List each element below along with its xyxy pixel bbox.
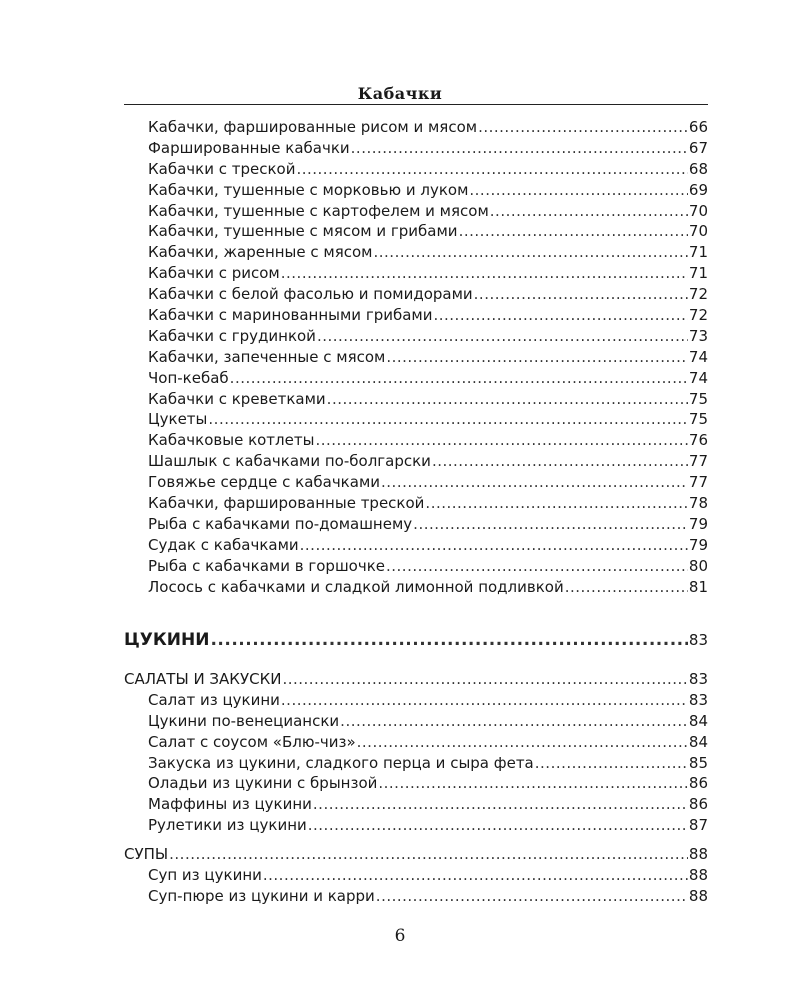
toc-entry-page: 71	[688, 243, 708, 262]
toc-entry-page: 68	[688, 159, 708, 178]
toc-soups-list	[124, 866, 708, 908]
toc-entry-page: 66	[688, 118, 708, 136]
toc-entry[interactable]	[124, 410, 708, 431]
toc-entry[interactable]	[124, 452, 708, 473]
toc-entry-page: 79	[688, 535, 708, 554]
toc-dot-leader	[474, 285, 688, 303]
toc-entry-title: Кабачки, запеченные с мясом	[148, 347, 386, 366]
toc-kabachki-list	[124, 118, 708, 598]
toc-entry-page: 77	[688, 473, 708, 492]
toc-dot-leader	[565, 578, 688, 596]
toc-entry[interactable]	[124, 733, 708, 754]
toc-entry[interactable]	[124, 327, 708, 348]
toc-entry-page: 79	[688, 514, 708, 533]
toc-entry-title: Кабачки с креветками	[148, 389, 326, 408]
toc-entry[interactable]	[124, 264, 708, 285]
toc-entry-page: 88	[688, 886, 708, 905]
toc-entry-title: Кабачки с белой фасолью и помидорами	[148, 285, 473, 304]
toc-entry-title: Лосось с кабачками и сладкой лимонной подливкой	[148, 577, 564, 596]
toc-dot-leader	[433, 306, 687, 324]
toc-entry-title: Кабачки, жаренные с мясом	[148, 243, 373, 262]
toc-entry-page: 81	[688, 577, 708, 596]
toc-entry-title: Цукини по-венециански	[148, 711, 340, 730]
toc-entry-title: Судак с кабачками	[148, 535, 299, 554]
toc-entry[interactable]	[124, 390, 708, 411]
toc-dot-leader	[300, 536, 688, 554]
toc-entry[interactable]	[124, 578, 708, 599]
toc-dot-leader	[490, 202, 688, 220]
toc-section-title: СУПЫ	[124, 845, 169, 863]
toc-dot-leader	[308, 816, 688, 834]
toc-entry-title: Салат из цукини	[148, 690, 280, 709]
toc-entry[interactable]	[124, 243, 708, 264]
toc-chapter-block	[124, 630, 708, 654]
toc-entry-page: 78	[688, 494, 708, 513]
toc-dot-leader	[340, 712, 688, 730]
toc-entry[interactable]	[124, 369, 708, 390]
running-header: Кабачки	[357, 84, 443, 103]
toc-dot-leader	[374, 243, 688, 261]
toc-entry-page: 67	[688, 138, 708, 157]
toc-dot-leader	[386, 348, 688, 366]
toc-entry-title: Маффины из цукини	[148, 795, 312, 814]
toc-section-entry[interactable]	[124, 845, 708, 866]
toc-section-page: 83	[688, 670, 708, 688]
toc-dot-leader	[263, 866, 688, 884]
toc-entry-page: 73	[688, 326, 708, 345]
toc-entry[interactable]	[124, 202, 708, 223]
toc-entry[interactable]	[124, 515, 708, 536]
toc-entry-title: Кабачки, фаршированные рисом и мясом	[148, 118, 478, 136]
toc-entry-title: Кабачковые котлеты	[148, 431, 315, 450]
toc-salads-list	[124, 691, 708, 837]
toc-entry-page: 72	[688, 306, 708, 325]
toc-entry[interactable]	[124, 557, 708, 578]
toc-entry[interactable]	[124, 536, 708, 557]
toc-entry[interactable]	[124, 494, 708, 515]
toc-chapter-title: ЦУКИНИ	[124, 630, 210, 650]
toc-entry-page: 87	[688, 816, 708, 835]
toc-dot-leader	[313, 795, 688, 813]
toc-chapter-entry[interactable]	[124, 630, 708, 654]
toc-entry[interactable]	[124, 181, 708, 202]
toc-entry[interactable]	[124, 866, 708, 887]
toc-entry-page: 70	[688, 222, 708, 241]
toc-entry-page: 85	[688, 753, 708, 772]
toc-entry[interactable]	[124, 118, 708, 139]
toc-entry-title: Рыба с кабачками в горшочке	[148, 556, 385, 575]
toc-dot-leader	[535, 754, 688, 772]
toc-entry[interactable]	[124, 795, 708, 816]
toc-entry-title: Кабачки с треской	[148, 159, 296, 178]
toc-entry[interactable]	[124, 139, 708, 160]
toc-dot-leader	[208, 410, 688, 428]
toc-entry[interactable]	[124, 431, 708, 452]
toc-entry-title: Шашлык с кабачками по-болгарски	[148, 452, 431, 471]
toc-entry-title: Цукеты	[148, 410, 208, 429]
toc-entry[interactable]	[124, 285, 708, 306]
toc-entry[interactable]	[124, 306, 708, 327]
toc-salads-block	[124, 670, 708, 837]
toc-entry[interactable]	[124, 887, 708, 908]
toc-section-page: 88	[688, 845, 708, 863]
toc-dot-leader	[281, 264, 688, 282]
toc-entry-page: 75	[688, 410, 708, 429]
toc-entry-title: Чоп-кебаб	[148, 368, 229, 387]
toc-dot-leader	[281, 691, 688, 709]
toc-dot-leader	[376, 887, 688, 905]
toc-entry-title: Кабачки, тушенные с мясом и грибами	[148, 222, 458, 241]
toc-entry-title: Кабачки, тушенные с картофелем и мясом	[148, 201, 489, 220]
toc-entry-page: 70	[688, 201, 708, 220]
toc-entry[interactable]	[124, 691, 708, 712]
toc-dot-leader	[378, 774, 688, 792]
toc-entry-page: 83	[688, 690, 708, 709]
toc-dot-leader	[210, 630, 687, 650]
toc-dot-leader	[459, 222, 688, 240]
toc-entry-title: Кабачки, тушенные с морковью и луком	[148, 180, 469, 199]
toc-dot-leader	[432, 452, 688, 470]
toc-dot-leader	[386, 557, 688, 575]
toc-entry-page: 86	[688, 774, 708, 793]
toc-entry-title: Суп-пюре из цукини и карри	[148, 886, 375, 905]
toc-entry-title: Рыба с кабачками по-домашнему	[148, 514, 413, 533]
toc-dot-leader	[425, 494, 687, 512]
toc-entry[interactable]	[124, 222, 708, 243]
toc-dot-leader	[381, 473, 688, 491]
toc-entry-title: Закуска из цукини, сладкого перца и сыра фета	[148, 753, 534, 772]
toc-soups-block	[124, 845, 708, 908]
toc-dot-leader	[327, 390, 688, 408]
toc-entry[interactable]	[124, 754, 708, 775]
toc-entry-page: 84	[688, 732, 708, 751]
toc-dot-leader	[315, 431, 687, 449]
toc-dot-leader	[282, 670, 687, 688]
toc-entry[interactable]	[124, 712, 708, 733]
toc-entry-title: Салат с соусом «Блю-чиз»	[148, 732, 356, 751]
toc-entry-page: 84	[688, 711, 708, 730]
toc-entry[interactable]	[124, 160, 708, 181]
toc-section-title: САЛАТЫ И ЗАКУСКИ	[124, 670, 282, 688]
toc-entry-title: Рулетики из цукини	[148, 816, 307, 835]
toc-entry[interactable]	[124, 473, 708, 494]
toc-entry-title: Суп из цукини	[148, 865, 262, 884]
toc-dot-leader	[169, 845, 688, 863]
toc-entry-title: Говяжье сердце с кабачками	[148, 473, 381, 492]
toc-entry[interactable]	[124, 348, 708, 369]
toc-dot-leader	[478, 118, 688, 136]
toc-entry-page: 80	[688, 556, 708, 575]
toc-entry-title: Кабачки с маринованными грибами	[148, 306, 433, 325]
toc-entry[interactable]	[124, 774, 708, 795]
toc-dot-leader	[296, 160, 687, 178]
header-rule	[124, 104, 708, 105]
toc-entry-page: 75	[688, 389, 708, 408]
toc-dot-leader	[469, 181, 688, 199]
toc-entry-page: 74	[688, 347, 708, 366]
toc-dot-leader	[357, 733, 688, 751]
toc-entry-title: Кабачки, фаршированные треской	[148, 494, 425, 513]
toc-entry[interactable]	[124, 816, 708, 837]
toc-entry-page: 72	[688, 285, 708, 304]
page-number: 6	[394, 926, 406, 946]
toc-chapter-page: 83	[688, 631, 708, 649]
toc-entry-page: 74	[688, 368, 708, 387]
toc-dot-leader	[230, 369, 688, 387]
toc-entry-page: 76	[688, 431, 708, 450]
toc-entry-page: 88	[688, 865, 708, 884]
toc-entry-page: 77	[688, 452, 708, 471]
toc-entry-title: Кабачки с рисом	[148, 264, 280, 283]
toc-dot-leader	[413, 515, 688, 533]
toc-entry-title: Оладьи из цукини с брынзой	[148, 774, 378, 793]
toc-entry-page: 86	[688, 795, 708, 814]
toc-entry-title: Фаршированные кабачки	[148, 138, 350, 157]
toc-dot-leader	[317, 327, 688, 345]
toc-entry-page: 69	[688, 180, 708, 199]
toc-dot-leader	[351, 139, 688, 157]
toc-entry-title: Кабачки с грудинкой	[148, 326, 316, 345]
toc-section-entry[interactable]	[124, 670, 708, 691]
toc-entry-page: 71	[688, 264, 708, 283]
